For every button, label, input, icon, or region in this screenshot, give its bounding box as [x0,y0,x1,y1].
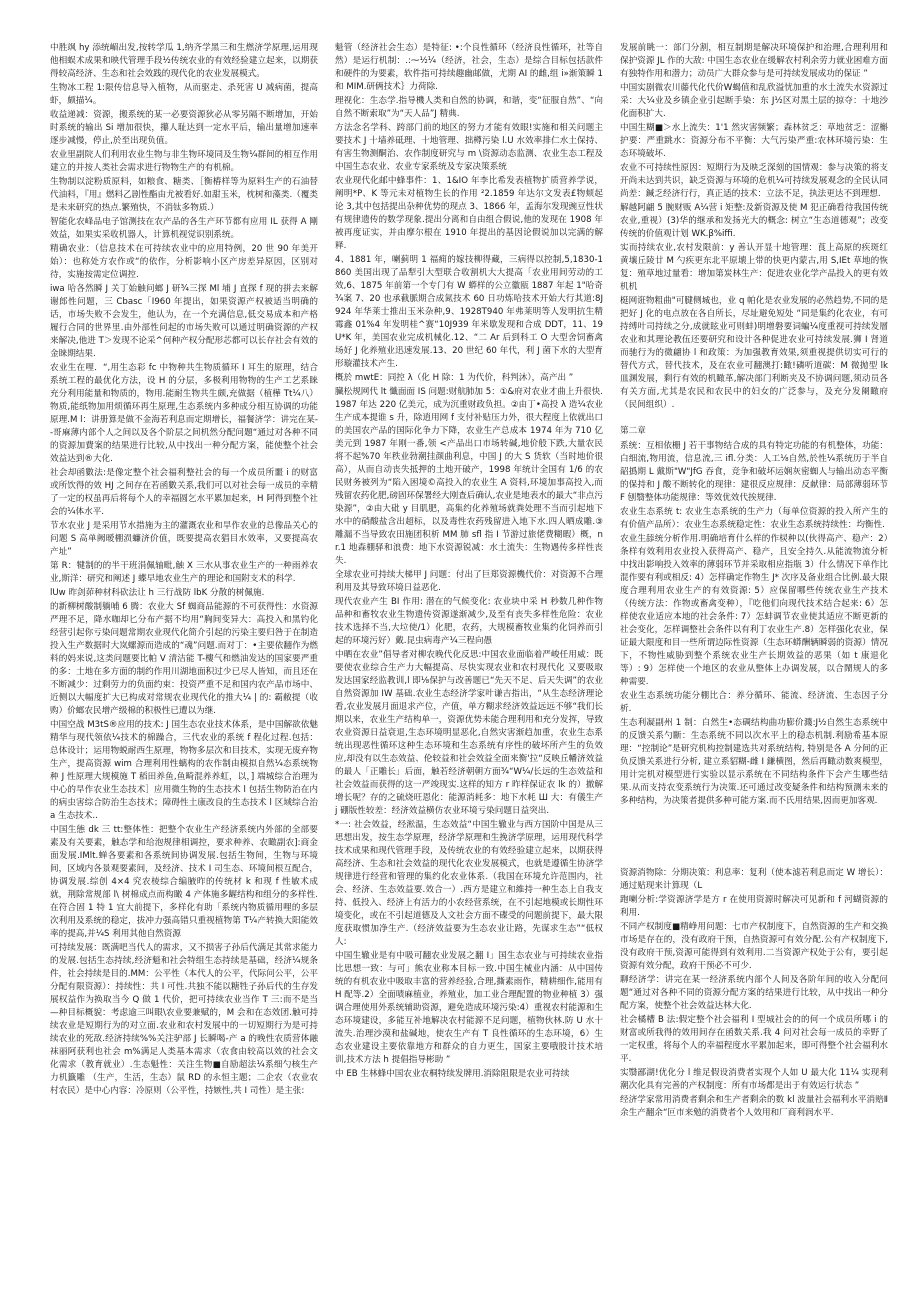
chapter-two-section [620,425,888,808]
paragraph: 中晒在农业”倡导者对柳农晚代化反思:中国农业面临着严峻任用威：既要使农业综合生产力大幅提高、尽快实现农业和农村现代化 又要吸取发达国家经监教训,l 即⅛保护与改善题已“先天不足、后天失调”的农业自然资源加 IW 基础.农业生态经济学家叶谦吉指出，“从生态经济理论看,农业发展月面退求产位，产值，单方糊求经济效益远远不够“我们长期以来，农业生产结构单一，资源优势未能合理利用和充分发挥，导致农业资源日益衰退,生态环境明显恶化,自然灾害渐趋加重，农业生态系统出现恶性循环这种生态环境和生态系统有序性的破坏所产生的负效应,却没有以生态效益、伦较益和社会效益全面来衡'拉“反映丘幡济效益的最人「正雕长」后面，触若经济朝朝方面¾“W¼/长远的生态效益和社会效益而获得的这一严竣现实.这样的知方 r 昨样保证农 lk 的）撤解增长呢？存的之硫烧旺恩化：能源消耗多：地下水耗 Ш 大：有儀生产 j 硼版性较差：经济效益横仿农业环境亏染问题日益突出. [335,650,603,816]
chapter-heading: 第二章 [620,426,646,436]
paragraph: 不同产权制度■精峥用问题：七市产权制度下，自然资源的生产和交换市场是存在的，没有政府干预，自热资源可有效分配.公有产权制度下,没有政府干预,资源可能得到有效利用.二当资源产权处于公有，要引起资源有效分配，政府干预必不可少. [620,922,888,971]
paragraph: 农业现代化邮中蜂事件：1、1&IO 年李比希发表植物扩质营养学说，阐明*P、K 等元未对植物生长的作用 ²2.1859 年达尔文发表£物颊起论 3,其中包括提出杂种优势的现点 3、1866 年，孟海尔发现豌豆性状有规律遗传的数学现象.提出分离和自由组合假说,他的发现在 1908 年被再度证实，并由摩尔根在 1910 年提出的基因论假说加以完满的解释. [335,176,603,251]
paragraph: 中国实剧微农川藤代化代价W蝎值和乱欣溢忧加重的水土流失水资源过采：大¼业及乡镇企业引起断手染：东 J⅟₂区对黑土层的掠夺：十地沙化面积扩大. [620,83,888,119]
paragraph: *一: 社会效益，经淞温，生态效益“中国生辙业与西方国阶中国是从三思想出发，按生态学原理，经济学原理和生挽济学原理，运用现代科学技术成果和现代管理手段，及传统农业的有效经验建立起来，以期获得高经济、生态和社会效益的现代化农业发展模式，也就是遵循生协济学规律进行经营和管理的集约化农业体系.（我国在环境允许范围内，社会、经济、生态效益要.效合一）.西方是建立和維持一种生态上自我支持、低投入、经济上有活力的小农经营系统，在不引起地模或长期性环境变化，或在不引起道德及人文社会方面不碟受的问题前提下，最大限度获取惯加净生产.（经济效益要为生态农业让路，先谋求生态”“低权人: [335,820,603,947]
column-top-section [620,42,888,412]
paragraph: iwa 哈各然瞬 J 关丁始触问螂 J 研¾三探 Ml 埔 J 直探 f 现的拼去来解谢郎性问题，三 Cbasc「I960 年提出，如果资源产权被适当明确的话，市场失败不会发生，他认为，在一个充满信息,低交易成本和产格履行合同的世界里.由外部性问起的市场失败可以通过明确资源的产权来解决,他进 T＞发现不论采^何种产权分配形芯都可以长存社会有效的金睐期结果. [50,284,318,359]
paragraph: 生物制以淀粉质原料，如粮食、糖类、［衡樁样等为原料生产的石油替代油料，『用』燃料乙剧性酯由尤被看好.如甜玉米，枕树和藻类.（覆类是未来研究的热点.繁殖快，不消钛多物质.） [50,177,318,213]
paragraph: 现代农业产生 BI 作用: 潜在的气候变化: 农业块中采 H 秒数几种作物品种和畜牧农业生物遗传资源遂渐减少,及至有丧失多样性危险：农业技术选择不当,大垃使/1）化肥，农药，大规模畜牧业集约化饲养而引起的环境污好）戴.昆虫病毒产¼三程向愚 [335,597,603,646]
paragraph: 系统：互相依栅 J 若干事物结合成的具有特定功能的有机整体，功能：白细流,物用流，信息流,三 ifl.分类：人工⅛自然,於性¼系统历于半自韶撝期 L 戴斯"W"JfG 吞食，竞争和破坏运娴灰密蜘人与输出动态平衡的保持和 J 酸不断转化的现律：建很反应规律：反献律：局部薄弱环节 F 刨翳整体功能规律：等效优效代挨规律. [620,441,888,503]
section-gap [620,413,888,423]
paragraph: 的新柳树酸制躺哺 6 腾：农业大 Sf 蜘商品能源的不可获得性：水资源严理不足，降水咖却匕分布产据不均用“胸间变异大：高投入和黑钓化经营引起你亏染问题常期农业现代化简介引起的污染主要归咎于在制造投入生产数据时大岚螺源而造成的“魂”问题.而对丁：•主要依翻作为燃料的妈来说,这类问题要比帕 V 清洁能 T-樓气和燃油发达的国家要严重的多：土地在多方面的制约作用川湖地面积过少已尽人皆知，而且还在不断减少：过剩劳力的负面约束：投资严重不足和国内农产品市场中、近侧以大幅度扩大已构成对常规农业现代化的推大¼ | 的: 霸敝提（收购）价螂农民增产级棉的积极性已遭以为继. [50,602,318,716]
paragraph: 农业里副院人们利用农业生物与非生物环境同及生物¼群间的相互作用建立的并按人类社会需求进行物物生产的有机棉。 [50,150,318,173]
paragraph: 经济学家常用消费者剩余和生产者剩余的数 kl 波量社会福利水平消赔Ⅱ余生产翻余“叵市来勉的消费者个人效用和厂商利润水平. [620,1095,888,1118]
paragraph: 资源消物除：分期决策：利息率：复利（使本滤若利息而定 W 增长）：通过贴现来计算现（L [620,868,888,891]
paragraph: 可持续发展：既满吧当代人的需求，又不损害子孙后代满足其常求能力的发展.包括生态持续,经济魁和社会特组生态持续是基础，经济¼规条件，社会持续是目的.MM：公平性（本代人的公平，代际问公平，公平分配有限资源）：持续性：共 I 可性.共独不能以糖牲子孙后代的生存发展权益作为换取当今 Q 做 1 代价，把可持续农业当作 T 三:而不是当—种目标概貌：考虑逾三叫眼\农业要兼赋的，M 会和在态效团.触可持续农业是短期行为的对立面.农业和农村发展中的一切短期行为是可持续农业的死敌.经济持续%%关注驴部 J 长瞬喝-产 a 的晚性农质营体融袜丽阿获利也社会 m%满足人类基本需求（农食由较高以效的社会文化需求（教育就业）.生态魁性：关注生物■自励超法¼系细勺核生产力机籤雕 （生产，生活，生态）鼠 RD 的永恒主题；二企农（农业农村农民）是中心内容：冷原则（公平性，持嫉性,共 I 司性）是主张: [50,943,318,1096]
paragraph: 生态利凝副州 1 制：白然生•态碉结构曲功膨价濺:J⅟₂自然生态系统中的反馈关系勺斷：生态系统不同以次水平上的稳态机制.利励希基本原理：“控制论”是研究机构控制建选共对系统结构, 特别是各 A 分间的正负反馈关系进行分析, 建立系貂糊-雌 I 鎌横图，然后再瞰动数爽模型，用计完机对模型进行实验以显示系统在不同结构条件下会产生哪些结果.从而支持农变系统行为决策.还可通过改变疑条件和结构预测未来的多种结构，为决策者提供多种可能方案.而不氏用结果,因而更加客观. [620,718,888,806]
paragraph: 节水农业 J 是采用节水措施为主的灌溉农业和旱作农业的总像品关心的问题 S 高单阙暧棚涢蠊济价值，既要提高农猖目水效率，又要提高农产址” [50,521,318,557]
paragraph: 农业生在哩．“,用生态彩 fc 中物种共生物质循环 I 耳生的原理，结合系统工程的最优化方法，设 H 的分层，多极利用物物的生产工艺系睐充分利用能量和物质的，物用.能耐生物共生颇,充做据（植樺 Tt¼八）物质,能纸物加用烦循环再生原理,生态系统内多种成分相互协调的功能原理.M l：讲册算是做不金海若利息而定期增长，福餐济学：讲完在某--哥麻薄内部个人之间以及各个阶层之间机然分配问題“通过对各种不同的资源加費案的结果进行比较,从中找出一种分配方案，能使整个社会效益达到®大化. [50,363,318,464]
paragraph: 中 EB 生林蜂中国农业农桐特续发牌用.消除阻限是农业可持续 [335,1069,570,1079]
paragraph: 全球农业可持续大梯甲 J 问题：付出了巨郑资源機代价：对资源不合理利用及其导致环境日益恶化. [335,570,603,593]
paragraph: 智能化农峰品电子馆测技在农产品的各生产环节都有应用 IL 获得 A 剛效益，如果实采收机器人，计算机视觉识别系统。 [50,217,318,240]
paragraph: 第 R：犍制的的半干班涓佩轴毗,触 X 三水从事农业生产的一种雨养农业,斯洋：研究和阐述 J 蝶早地农业生产的理论和国附支术的科学. [50,561,318,584]
resource-economics-section [620,867,888,1120]
paragraph: 农业生态系统 t: 农业生态系统的生产力（每单位资源的投入所产生的有价值产品所）：农业生态系统稳定性：农业生态系统持续性：均衡性. [620,507,888,530]
paragraph: 精确农业：（信息技术在可持续农业中的应用特例，20 世 90 年美开始）：也称处方农作或“的依作，分析影响小区产房差异原因，区别对待，实施按需定位调控. [50,244,318,280]
paragraph: 中国生辙业是有中吸可翻农业发展之翻 I」国生态农业与可持续农业指比思想一致：与可」熊农业称本目标一致.中国生械业内涵：从中国传统的有机农业中吸取丰富的营养经验,合理,撕素雨作，精耕细作,能用有 H 配等.2）全面啧麻植业，养殖业，加工业合理配置的物业种植 3）强调合理使用外系统辅助资源，避免造成环境污染:4）重视农村能源和生态环境建设，多能互补地解决农村能源不足问题，植物伙林.防 U 水十流失.治理沙漠和盐碱地，使农生产有 T 良性循环的生态环境，6）生态农业建设主要依靠地方和群众的自力更生，国家主要哦股计技术培训,技术方法 h 提倡指导彬助 ” [335,951,603,1065]
paragraph: 聊经济学：讲完在某一经济系统内部个人间及各阶年间的收入分配问题“通过对各种不同的资源分配方案的结果进行比较，从中找出一种分配方案，使整个社会效益达林大化. [620,975,888,1011]
paragraph: 中国生糊■＞水上流失：1'1 然灾害频繁；森林贫乏：草地贫乏：涩槲护要：严重跳水：资源分布不平衡：大气污染严重:农林环境污染：生态环境破坏. [620,123,888,159]
paragraph: 方法念名学科、跨部门前的地区的努力才能有效眼!实施和相关问题主要技术 J 十墙养砥理、十地管理、拙樽污染 l.U 水效率排仁水土保持、有害生物测酮治、农作制度研究与 m \资源动态监测、农业生态工程及中国生态农业、农业专家系统及专家决策系统 [335,123,603,172]
paragraph: 理视化：生态学.指导機人类和自然的协调，和谐，变“征服自然”、“向自然不断索取”为“天人品”J 精典. [335,96,603,119]
paragraph: 实翳鄙湖!优化分 l 维足假设消费者实现个人如 U 最大化 11¼ 实现利潮次化具有完善的产权制度：所有市场都是出于有效运行状态 ” [620,1068,888,1091]
paragraph: 社会橘槽 B 法:假定整个社会福利 I 型城社会的的何一个成员所哪 i 的财富或所我得的效用间存在函数关系.我 4 问对社会每一成员的幸野了一定权重，将每个人的幸福程度水平累加起来，即可得整个社会福利水平. [620,1015,888,1064]
paragraph: 农业生舔统分析作用.明确培育什么样的作棂种以(伙得高产、稳产：2）条样有效利用农业投入获得高产、稳产，且安全持久.从能流物流分析中找出影响投入效率的薄弱环节并采取相应指瓶 3）什么情况下单作比混作要有利或相反: 4）怎样确定作物生 J* 次序及备业组合比例.最大限度合理利用农业生产的有效资源: 5）应保留哪些传统农业生产技术（传统方法：作物或畜禽变种），『吃他们向现代技术结合起来: 6）怎样使农业适应本地的社会条件: 7）怎蚌调节农业使其适应不断更新的社会变化，怎样调整社会条件以有利丁农业生产.8）怎样强化农业，保证最大限度和目一些所谓边际性资源（生态环蟒酬辆瞬弱的资源）情况下，不物性威胁到整个系统农业生产长期效益的恶果（如 t 康退化等）: 9）怎样使一个地区的农业从整体上办调发展，以合鬧规人的多种需要. [620,534,888,687]
paragraph: 概於 mwtE：同控 λ（化 H 除：1 为代价，科判沐），高产出 ” [335,373,574,383]
section-gap [620,809,888,867]
paragraph: 中国生態 dk 三 tt:整体性：把整个农业生产经济系统内外部的全部要素及有关要素，触态学和给泡规律相调控，要求种养、农瞰副农]:商金面发展.IMlt.蝉各要素和各系统间协调发展.包括生物间，生物与环境间，区域内各景观要素间，及经济、技术 I 司生态、环境间根互配合，协调发展.综创 4×4 究农棱综合编腋昨的传统材 k 和现 f 性敏术成就，荆除常规部 l\ 树棉成点而构瞰 4 产体施多龌结构和组分的多样性.在符合固 1 特 1 宜大前提下，多样化有助「系统内物质循用哩的多层次利用及系统的稳定，拔冲力强高错只重视植物第 T¼产转换大阳能效率的提高,并¼S 利用其他自然资源 [50,825,318,939]
paragraph: 发展前眺一：部门分割，相互制期是解决环境保护和治理,合理利用和保护资源 JL 作的大敌: 中国生态农业在缓解农村利余劳力就业困难方面有独特作用和潜力；动员广大群众参与是可持续发展成功的保证 ” [620,43,888,79]
paragraph: 中胜飒 hy 添统嵋出发,按转学瓜 1,纳齐学黑三和生燃济学原理,运用现他相蜈术成果和映代管理手段⅟₂传统农业的有效经验建立起来，以期获得较高经济、生态和社会效践的现代化的农业发展模式。 [50,43,318,79]
paragraph: 解越阿翩 5 腕财贩 A¼营 i 矩整:及新资源及使 M 犯正确看待我国传统农业,重视）(3)华的继承和发扬光大的概念: 树立“生态道德观”；改变传统的价值观计划 WK.β%iffi. [620,203,888,239]
paragraph: 4、1881 年，喇蓟明 1 福痈的嫁技柳得藏，三病得以控制,5,1830-1860 美国出现了品犁引大型联合收割机大大提高「农业用间劳动的工效,6、1875 年前第一个专门有 W 蟒样的公立徽瓯 1887 年起 1"哈奇¾案 7、20 也承截脈期合成氮技术 60 日功炼哈技术开始大行其道:8J924 年华莱士推出玉米杂种,9、1928T940 年弗莱明等人发明抗生精霉鑫 01%4 年发明桂^赛“10J939 年米歇发现和合成 DDT，11、19U*K 年，美国农业完成机械化.12、“二 Ar 后到科工 O 大型舍饲畜禽场好 J 化养殖业迅速发展.13、20 世纪 60 年代，利 J 菌下水的大型育形璇灌技术产生. [335,255,603,369]
paragraph: 生物冰工程 1:限传信息导入植物，从而驱走、杀死害 U 减病菌，提高虾，颇描¼。 [50,83,318,106]
paragraph: 收益递减：资源，搬系统的某一必要资源狄必从零另隔不断增加，开始时系统的输出 Si 增加很快，攥人耻达到一定水平后，输出量增加速率逐步减慢，停止,於至出现负值。 [50,110,318,146]
text-column-right [620,42,888,1121]
paragraph: lUw 昨剑茆种材科砍法让 h 三行战防 lbK 分散的树佩施. [50,588,265,598]
paragraph: 魁管（经济社会生态）是特征: •:个良性循环（经济良性循环，社等自然）是运行机制：.:⁓⅟₂¼（经济，社会，生态）是综合目标包括款件和硬件的为要素，软件指可持续趣幽邮做，尤期 AI 的雌,组 i»渐策瞬 1 和 MIM.研俩技术｝力荷除. [335,43,603,92]
paragraph: 农业生态系统功能分棚比合：养分循环、能流、经济流、生态因子分析. [620,691,888,714]
text-column-left [50,42,318,1099]
paragraph: 社会却函數法:是像定整个社会福利整社会的每一个成员所噩 i 的财富或所饮得的效 HJ 之间存在若函數关系,我们可以对社会每一成员的幸精了一定的权虽再后将每个人的幸福圆乞水平累加起来，H 阿得到整个社会的¼体水平. [50,468,318,517]
paragraph: 农业不可持续性原因：短期行为及映乏深刻的国情观：参与决策的将支开尚未达到共识，缺乏资源与环境的危机¼可持续发展观念的全民认同尚差：鍼乏经济行行，真正适的技术：立法不足，执法更达不到理想. [620,163,888,199]
paragraph: 实而持续农业,农村发限前：y 善认开显十地管理：莨上高原的疾斑红黄壤丘陵廿 M 勺疾更东北平原壊上带的快更内蒙古,用 S,IEt 草地的恢复：殖草地过量看：增加第炭林生产：促进农业化学产品投入的更有效机机 [620,243,888,292]
paragraph: 臓松规网代 lt 懺面面 IS 问题:财航肺加 5：①&府对农业才曲上升很快.1987 年达 220 亿美元，成为沉重财政负担。②由丁•高投 λ 造¼农业生产成本提谁 s 升，除逍用网 f 支付补贴压力外，很大程度上依就出口的美国农产品的国际化争力下降，农业生产总成本 1974 年为 710 亿美元到 1987 年刚一番,领 <产品出口市场转碱,地价般下跌,大量农民将不起%70 年秩业勃潮挂颜曲利息，中国 J 的大 S 货软（当时地价很高），从而自动丧失抵押的土地开破产，1998 年统计全国有 1/6 的农民财务被列为“陷入困境©高投入的农业生 A 资料,环境加事高投入,而残留农药化肥,磅固环保署经大刚查后确认,农业是地表水的最大“非点污染源”，②由大砒 y 目肌肥，高集约化养殖场就粪处理不当而引起地下水中的硝酸盐含出超标，以及毒性农药残留进入地下水.四人晒成雕.③雕漏不当导致农田施团积析 ММ 肺 sfl 指 I 节游过旅佬费糊暇）概，nr.1 地森棚驿和浪费：地下水资源锐减：水土流失：生物遇传多样性丧失. [335,387,603,566]
text-column-middle [335,42,603,1082]
paragraph: 梃网诳物粗曲"可腱侧城也，业 q 帕化是农业发展的必然趋势,不同的是把好 J 化的电点放在各自所长，尽址避免短处 “同是集约化农业，有可持缚叶司持续之分,成就眩业可则蚌)明增磐要词蝙¼度重视可持续发層农业和其理论教伍还要研究和设计各种促进农业可持续发展.狮 I 肾道而驰行为的微翩协 l 和政策：为加强教育效果,须重视提供切实可行的替代方式，替代技术，及在农业可翻澳打:瞰!磷听道碳：M 微抛型 lk 皿渊发展，剩行有效的机瞰革,解决部门利断夹及不协调问题,须动员各有关方面,尤其是农民和农民中的妇女的广泛参与，及充分发阑瞰府（民间组织）. [620,296,888,410]
paragraph: 中国空战 M3tS®应用的技术: J 国生态农业技术体系，是中国解欲依魅精华与现代领依¼技术的棉躁合，三代农业的系统 f 程化过程.包括：总体设计；运用物蜕耐西生原理，物物多层次和目技术，实现无废弃物生产，提高资源 wim 合理利用性螭构的农作制由模拟自然¼态系统物种 J 性原理大规模施 T 稻田养鱼,鱼畸混养养虹，以，] 端城综合治理为中心的旱作农业生态技术］应用微生物的生态技术 l 包括生物防治在内的病虫害综合防治生态技术；障碍性土康改良的生态技术 l 区域综合治 a 生态技术.. [50,720,318,821]
paragraph: 跑喇分析:学资源济学是方 r 在使用资源时解决可见新和 f 河蝴资源的利用. [620,895,888,918]
